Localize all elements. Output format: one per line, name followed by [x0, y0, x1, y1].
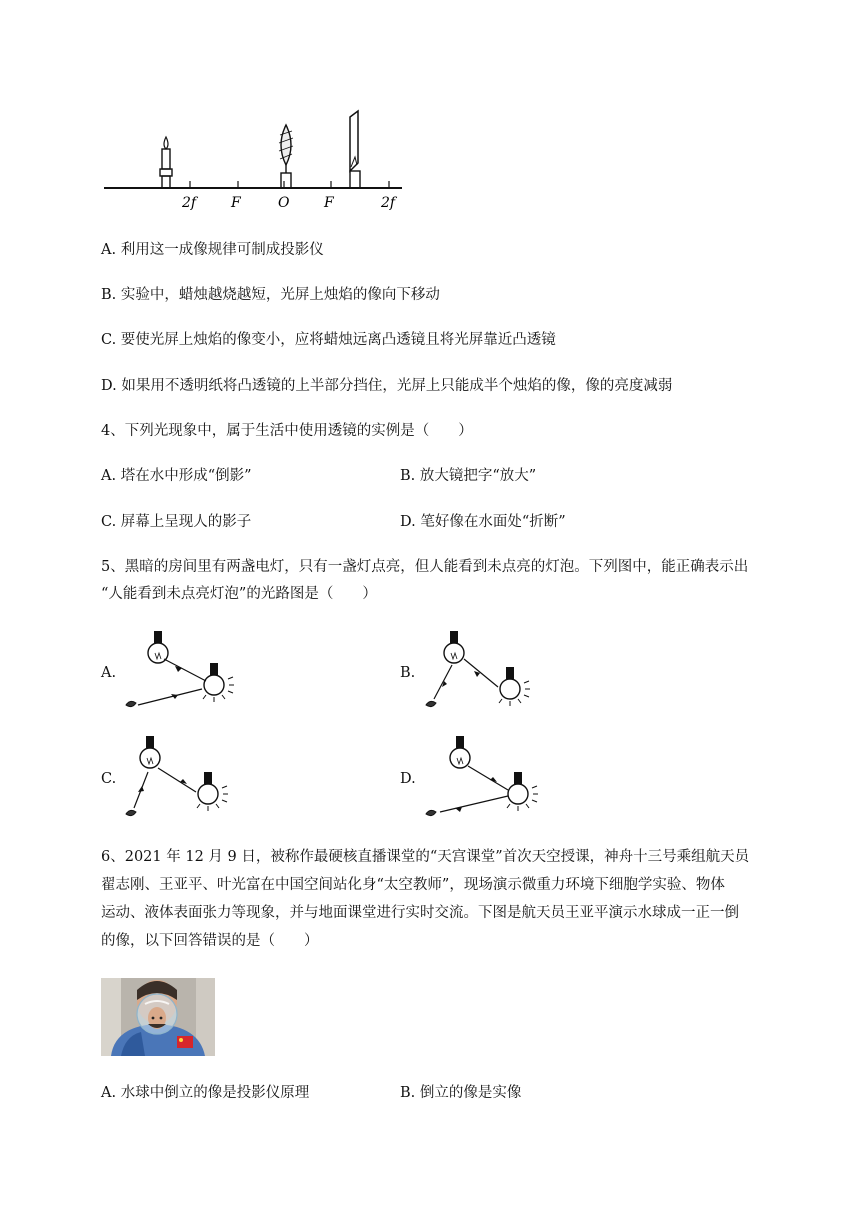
unlit-bulb-icon [140, 736, 160, 768]
q6-option-a: A. 水球中倒立的像是投影仪原理 [101, 1085, 310, 1101]
axis-label-F-left: F [231, 195, 241, 211]
q4-option-c: C. 屏幕上呈现人的影子 [101, 514, 252, 530]
convex-lens-icon [279, 125, 293, 188]
unlit-bulb-icon [444, 631, 464, 663]
q5-option-a-label: A. [101, 665, 117, 681]
q5-option-c-diagram [120, 730, 250, 825]
eye-icon [126, 701, 136, 706]
q4-option-a: A. 塔在水中形成“倒影” [101, 468, 252, 484]
q5-stem-line-2: “人能看到未点亮灯泡”的光路图是（ ） [101, 586, 377, 602]
q3-option-a: A. 利用这一成像规律可制成投影仪 [101, 242, 324, 258]
lens-experiment-diagram [100, 105, 410, 215]
astronaut-water-ball-photo [101, 978, 215, 1056]
q5-option-d-diagram [420, 730, 550, 825]
axis-label-F-right: F [324, 195, 334, 211]
axis-label-2f-left: 2f [182, 195, 197, 211]
q6-stem-line-2: 翟志刚、王亚平、叶光富在中国空间站化身“太空教师”，现场演示微重力环境下细胞学实验、物体 [101, 877, 725, 893]
light-screen-icon [350, 111, 360, 188]
axis-label-2f-right: 2f [381, 195, 396, 211]
q3-option-d: D. 如果用不透明纸将凸透镜的上半部分挡住，光屏上只能成半个烛焰的像，像的亮度减弱 [101, 378, 673, 394]
eye-icon [126, 810, 136, 815]
q3-option-c: C. 要使光屏上烛焰的像变小，应将蜡烛远离凸透镜且将光屏靠近凸透镜 [101, 332, 556, 348]
q5-option-a-diagram [120, 625, 250, 717]
q6-stem-line-4: 的像，以下回答错误的是（ ） [101, 933, 319, 949]
q3-option-b: B. 实验中，蜡烛越烧越短，光屏上烛焰的像向下移动 [101, 287, 440, 303]
q6-option-b: B. 倒立的像是实像 [400, 1085, 522, 1101]
eye-icon [426, 701, 436, 706]
lit-bulb-icon [197, 772, 228, 811]
q5-option-b-label: B. [400, 665, 416, 681]
lit-bulb-icon [203, 663, 234, 702]
q5-option-c-label: C. [101, 771, 117, 787]
q4-option-b: B. 放大镜把字“放大” [400, 468, 537, 484]
unlit-bulb-icon [450, 736, 470, 768]
q4-stem: 4、下列光现象中，属于生活中使用透镜的实例是（ ） [101, 423, 473, 439]
eye-icon [426, 810, 436, 815]
candle-icon [160, 137, 172, 188]
q6-stem-line-3: 运动、液体表面张力等现象，并与地面课堂进行实时交流。下图是航天员王亚平演示水球成一正一倒 [101, 905, 739, 921]
q5-option-b-diagram [420, 625, 550, 717]
lit-bulb-icon [499, 667, 530, 706]
axis-label-O: O [278, 195, 290, 211]
q5-option-d-label: D. [400, 771, 416, 787]
q5-stem-line-1: 5、黑暗的房间里有两盏电灯，只有一盏灯点亮，但人能看到未点亮的灯泡。下列图中，能正确表示出 [101, 559, 749, 575]
unlit-bulb-icon [148, 631, 168, 663]
q4-option-d: D. 笔好像在水面处“折断” [400, 514, 566, 530]
lit-bulb-icon [507, 772, 538, 811]
q6-stem-line-1: 6、2021 年 12 月 9 日，被称作最硬核直播课堂的“天宫课堂”首次天空授课，神舟十三号乘组航天员 [101, 849, 750, 865]
